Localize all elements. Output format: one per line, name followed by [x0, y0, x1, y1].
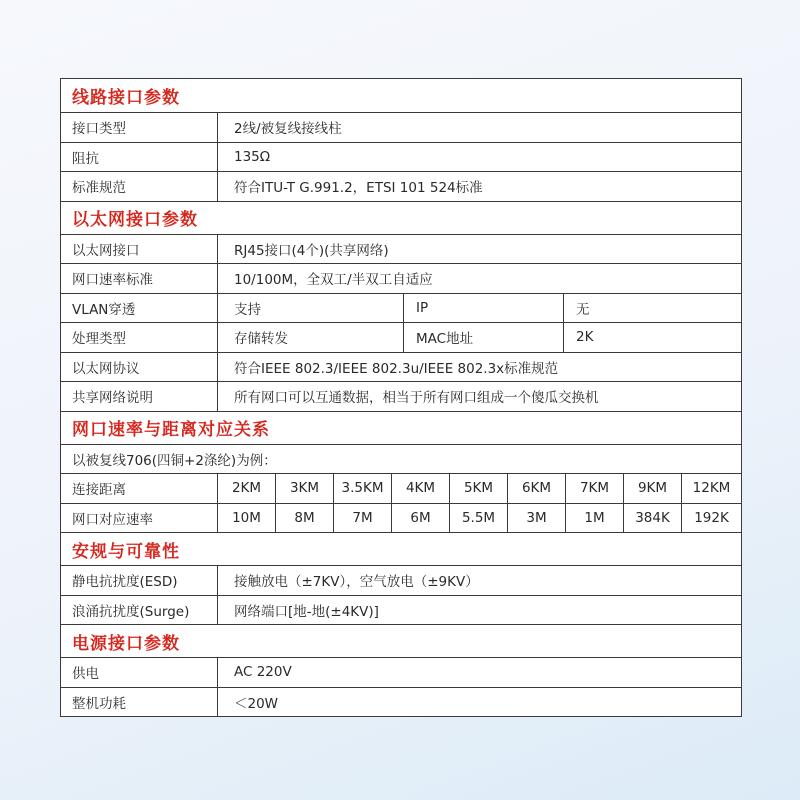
- row-value: 135Ω: [217, 143, 741, 172]
- speed-cell: 8M: [275, 504, 333, 533]
- speed-cell: 6M: [391, 504, 449, 533]
- row-label: 以太网接口: [72, 242, 140, 259]
- distance-cell: 5KM: [449, 474, 507, 503]
- table-row: [61, 322, 741, 352]
- distance-cell: 9KM: [623, 474, 681, 503]
- speed-row: [61, 503, 741, 533]
- distance-cell: 6KM: [507, 474, 565, 503]
- row-label: 连接距离: [72, 482, 126, 499]
- section-title: 安规与可靠性: [72, 541, 180, 562]
- table-row: [61, 171, 741, 201]
- table-row: [61, 293, 741, 323]
- section-safety: [61, 532, 741, 565]
- speed-cell: 5.5M: [449, 504, 507, 533]
- table-row: [61, 565, 741, 595]
- speed-cell: 1M: [565, 504, 623, 533]
- row-value: 所有网口可以互通数据，相当于所有网口组成一个傻瓜交换机: [217, 382, 741, 411]
- row-value: 2线/被复线接线柱: [217, 113, 741, 142]
- table-row: [61, 234, 741, 264]
- row-value: 网络端口[地-地(±4KV)]: [217, 596, 741, 625]
- row-label: 标准规范: [72, 180, 126, 197]
- row-label: 静电抗扰度(ESD): [72, 574, 178, 591]
- row-label: 处理类型: [72, 331, 126, 348]
- row-label: 接口类型: [72, 121, 126, 138]
- speed-cell: 384K: [623, 504, 681, 533]
- distance-cell: 4KM: [391, 474, 449, 503]
- row-label: 阻抗: [72, 150, 99, 167]
- distance-cell: 3.5KM: [333, 474, 391, 503]
- section-title: 线路接口参数: [72, 88, 180, 108]
- distance-cell: 2KM: [217, 474, 275, 503]
- distance-cell: 3KM: [275, 474, 333, 503]
- row-value: 接触放电（±7KV），空气放电（±9KV）: [217, 566, 741, 595]
- row-value: 存储转发: [217, 323, 403, 352]
- row-value: RJ45接口(4个)(共享网络): [217, 235, 741, 264]
- section-title: 以太网接口参数: [72, 210, 198, 230]
- speed-cell: 3M: [507, 504, 565, 533]
- distance-cell: 7KM: [565, 474, 623, 503]
- table-row: [61, 595, 741, 625]
- row-value: 符合IEEE 802.3/IEEE 802.3u/IEEE 802.3x标准规范: [217, 353, 741, 382]
- row-label: 网口速率标准: [72, 272, 153, 289]
- row-label-secondary: MAC地址: [403, 323, 563, 352]
- section-ethernet-interface: [61, 201, 741, 234]
- distance-cell: 12KM: [681, 474, 741, 503]
- row-label: VLAN穿透: [72, 301, 136, 318]
- row-label-secondary: IP: [403, 294, 563, 323]
- row-value: 支持: [217, 294, 403, 323]
- row-value: AC 220V: [217, 658, 741, 687]
- table-row: [61, 263, 741, 293]
- table-row: [61, 142, 741, 172]
- section-rate-distance: [61, 411, 741, 444]
- row-value: 符合ITU-T G.991.2，ETSI 101 524标准: [217, 172, 741, 201]
- row-label: 网口对应速率: [72, 511, 153, 528]
- speed-cell: 192K: [681, 504, 741, 533]
- section-line-interface: [61, 79, 741, 112]
- distance-row: [61, 473, 741, 503]
- table-row: [61, 381, 741, 411]
- row-label: 整机功耗: [72, 695, 126, 712]
- row-value-secondary: 无: [563, 294, 741, 323]
- row-label: 供电: [72, 666, 99, 683]
- table-row: [61, 352, 741, 382]
- table-row: [61, 444, 741, 474]
- row-value-secondary: 2K: [563, 323, 741, 352]
- row-value: ＜20W: [217, 688, 741, 717]
- row-label: 共享网络说明: [72, 390, 153, 407]
- table-row: [61, 112, 741, 142]
- rate-note: 以被复线706(四铜+2涤纶)为例：: [72, 452, 277, 469]
- section-title: 电源接口参数: [72, 633, 180, 654]
- row-value: 10/100M，全双工/半双工自适应: [217, 264, 741, 293]
- section-power: [61, 624, 741, 657]
- spec-table: [60, 78, 742, 717]
- row-label: 以太网协议: [72, 360, 140, 377]
- speed-cell: 10M: [217, 504, 275, 533]
- section-title: 网口速率与距离对应关系: [72, 420, 270, 440]
- table-row: [61, 687, 741, 717]
- speed-cell: 7M: [333, 504, 391, 533]
- table-row: [61, 657, 741, 687]
- row-label: 浪涌抗扰度(Surge): [72, 603, 190, 620]
